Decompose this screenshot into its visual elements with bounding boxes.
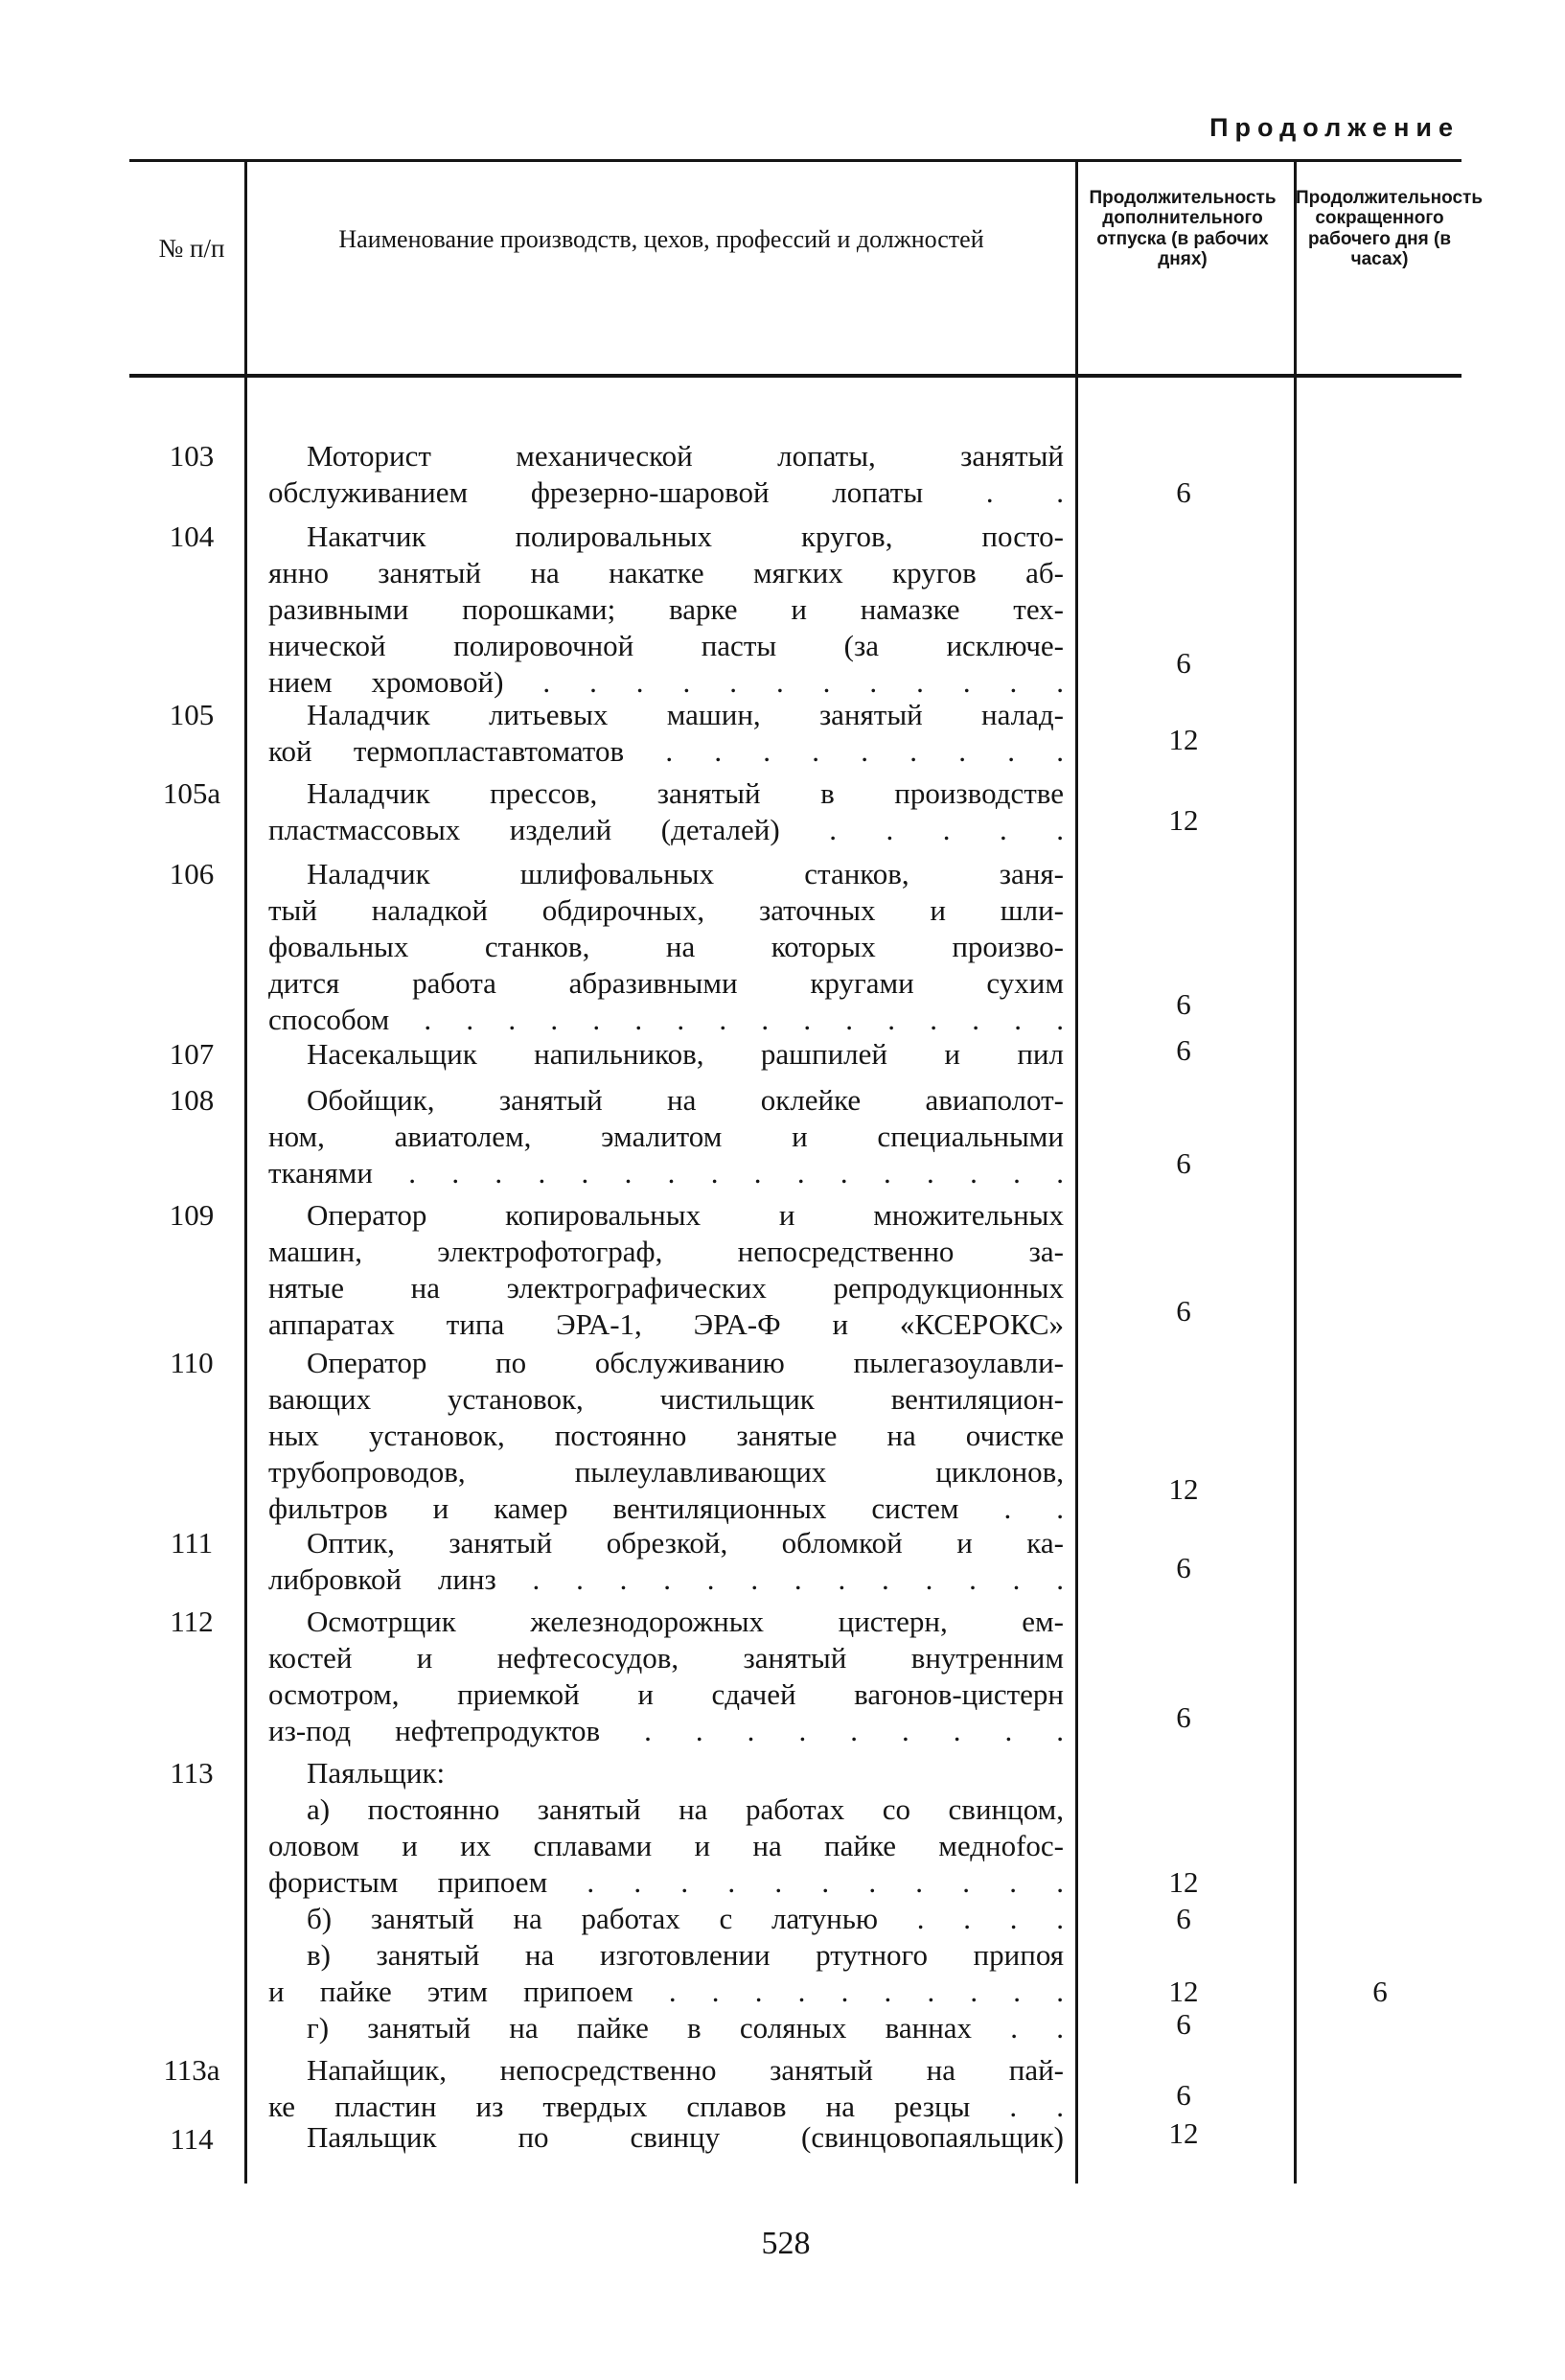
- row-text-line: Оптик, занятый обрезкой, обломкой и ка-: [307, 1526, 1064, 1560]
- row-number: 109: [169, 1198, 215, 1232]
- header-bottom-rule: [129, 374, 1461, 378]
- row-description: [268, 519, 1064, 701]
- row-text-line: г) занятый на пайке в соляных ваннах . .: [307, 2011, 1064, 2045]
- row-text-line: фористым припоем . . . . . . . . . . .: [268, 1865, 1064, 1899]
- row-text-line: тканями . . . . . . . . . . . . . . . .: [268, 1156, 1064, 1190]
- row-text-line: фильтров и камер вентиляционных систем . .: [268, 1491, 1064, 1525]
- row-text-line: Оператор копировальных и множительных: [307, 1198, 1064, 1232]
- row-number: 112: [170, 1605, 214, 1638]
- row-number: 105а: [162, 776, 221, 810]
- row-text-line: кой термопластавтоматов . . . . . . . . .: [268, 734, 1064, 768]
- table-top-rule: [129, 159, 1461, 162]
- row-text-line: либровкой линз . . . . . . . . . . . . .: [268, 1562, 1064, 1596]
- leave-days-value: 12: [1168, 723, 1199, 756]
- row-number: 108: [169, 1083, 215, 1117]
- row-text-line: Наладчик литьевых машин, занятый налад-: [307, 698, 1064, 731]
- leave-days-value: 12: [1168, 1865, 1199, 1899]
- leave-days-value: 6: [1176, 1294, 1191, 1328]
- row-description: [268, 1525, 1064, 1598]
- row-text-line: аппаратах типа ЭРА-1, ЭРА-Ф и «КСЕРОКС»: [268, 1307, 1064, 1341]
- row-text-line: фовальных станков, на которых произво-: [268, 930, 1064, 963]
- row-text-line: нической полировочной пасты (за исключе-: [268, 629, 1064, 662]
- row-description: [268, 775, 1064, 848]
- leave-days-value: 6: [1176, 2007, 1191, 2041]
- page-number: 528: [761, 2226, 811, 2261]
- row-text-line: Наладчик прессов, занятый в производстве: [307, 776, 1064, 810]
- row-description: [268, 438, 1064, 511]
- leave-days-value: 6: [1176, 2078, 1191, 2112]
- row-text-line: Наладчик шлифовальных станков, заня-: [307, 857, 1064, 890]
- row-description: [268, 1082, 1064, 1191]
- leave-days-value: 6: [1176, 646, 1191, 680]
- column-divider-3: [1294, 161, 1297, 2184]
- row-text-line: Паяльщик:: [307, 1756, 446, 1790]
- row-text-line: осмотром, приемкой и сдачей вагонов-цистерн: [268, 1677, 1064, 1711]
- leave-days-value: 12: [1168, 803, 1199, 837]
- row-text-line: вающих установок, чистильщик вентиляцион-: [268, 1382, 1064, 1416]
- row-text-line: дится работа абразивными кругами сухим: [268, 966, 1064, 1000]
- row-text-line: б) занятый на работах с латунью . . . .: [307, 1902, 1064, 1935]
- row-text-line: а) постоянно занятый на работах со свинцом,: [307, 1792, 1064, 1826]
- leave-days-value: 6: [1176, 1902, 1191, 1935]
- row-text-line: Паяльщик по свинцу (свинцовопаяльщик): [307, 2120, 1064, 2154]
- header-col-day: Продолжительность сокращенного рабочего дня (в часах): [1296, 188, 1484, 269]
- row-text-line: машин, электрофотограф, непосредственно за-: [268, 1235, 1064, 1268]
- row-text-line: оловом и их сплавами и на пайке медноfoс-: [268, 1829, 1064, 1862]
- continued-label: Продолжение: [1209, 113, 1460, 142]
- leave-days-value: 6: [1176, 475, 1191, 509]
- short-day-hours-value: 6: [1372, 1975, 1388, 2008]
- leave-days-value: 6: [1176, 1146, 1191, 1180]
- row-text-line: Обойщик, занятый на оклейке авиаполот-: [307, 1083, 1064, 1117]
- row-text-line: ных установок, постоянно занятые на очистке: [268, 1419, 1064, 1452]
- row-number: 113: [170, 1756, 214, 1790]
- row-text-line: трубопроводов, пылеулавливающих циклонов,: [268, 1455, 1064, 1489]
- row-text-line: янно занятый на накатке мягких кругов аб-: [268, 556, 1064, 589]
- leave-days-value: 6: [1176, 1700, 1191, 1734]
- row-text-line: Насекальщик напильников, рашпилей и пил: [307, 1037, 1064, 1071]
- row-text-line: из-под нефтепродуктов . . . . . . . . .: [268, 1714, 1064, 1747]
- row-number: 104: [169, 520, 215, 553]
- row-text-line: нятые на электрографических репродукционных: [268, 1271, 1064, 1305]
- header-col-name: Наименование производств, цехов, профессий и должностей: [338, 225, 984, 253]
- leave-days-value: 12: [1168, 2116, 1199, 2150]
- row-text-line: ке пластин из твердых сплавов на резцы . .: [268, 2090, 1064, 2123]
- row-description: [268, 2052, 1064, 2125]
- row-text-line: Оператор по обслуживанию пылегазоулавли-: [307, 1346, 1064, 1379]
- row-number: 111: [170, 1526, 214, 1560]
- row-text-line: разивными порошками; варке и намазке тех-: [268, 592, 1064, 626]
- row-number: 106: [169, 857, 215, 890]
- column-divider-2: [1075, 161, 1078, 2184]
- row-description: [268, 2119, 1064, 2156]
- row-number: 107: [169, 1037, 215, 1071]
- leave-days-value: 6: [1176, 1033, 1191, 1067]
- header-col-number: № п/п: [158, 234, 225, 263]
- row-text-line: ном, авиатолем, эмалитом и специальными: [268, 1120, 1064, 1153]
- row-number: 103: [169, 439, 215, 473]
- row-description: [268, 856, 1064, 1038]
- row-text-line: и пайке этим припоем . . . . . . . . . .: [268, 1975, 1064, 2008]
- row-description: [268, 1604, 1064, 1749]
- row-number: 114: [170, 2122, 214, 2156]
- leave-days-value: 6: [1176, 1551, 1191, 1584]
- row-description: [268, 1345, 1064, 1527]
- row-text-line: способом . . . . . . . . . . . . . . . .: [268, 1003, 1064, 1036]
- row-text-line: Моторист механической лопаты, занятый: [307, 439, 1064, 473]
- row-description: [268, 1197, 1064, 1343]
- row-number: 113а: [163, 2053, 220, 2087]
- header-col-leave: Продолжительность дополнительного отпуска (в рабочих днях): [1089, 188, 1277, 269]
- row-text-line: Напайщик, непосредственно занятый на пай-: [307, 2053, 1064, 2087]
- row-text-line: нием хромовой) . . . . . . . . . . . .: [268, 665, 1064, 699]
- leave-days-value: 12: [1168, 1472, 1199, 1506]
- row-text-line: обслуживанием фрезерно-шаровой лопаты . .: [268, 475, 1064, 509]
- row-description: [268, 1755, 1064, 2046]
- row-text-line: тый наладкой обдирочных, заточных и шли-: [268, 893, 1064, 927]
- row-description: [268, 1036, 1064, 1073]
- row-description: [268, 697, 1064, 770]
- row-text-line: пластмассовых изделий (деталей) . . . . .: [268, 813, 1064, 846]
- row-number: 110: [170, 1346, 214, 1379]
- row-text-line: Осмотрщик железнодорожных цистерн, ем-: [307, 1605, 1064, 1638]
- row-text-line: костей и нефтесосудов, занятый внутренним: [268, 1641, 1064, 1675]
- row-text-line: Накатчик полировальных кругов, посто-: [307, 520, 1064, 553]
- leave-days-value: 12: [1168, 1975, 1199, 2008]
- leave-days-value: 6: [1176, 987, 1191, 1021]
- column-divider-1: [244, 161, 247, 2184]
- row-number: 105: [169, 698, 215, 731]
- row-text-line: в) занятый на изготовлении ртутного припоя: [307, 1938, 1064, 1972]
